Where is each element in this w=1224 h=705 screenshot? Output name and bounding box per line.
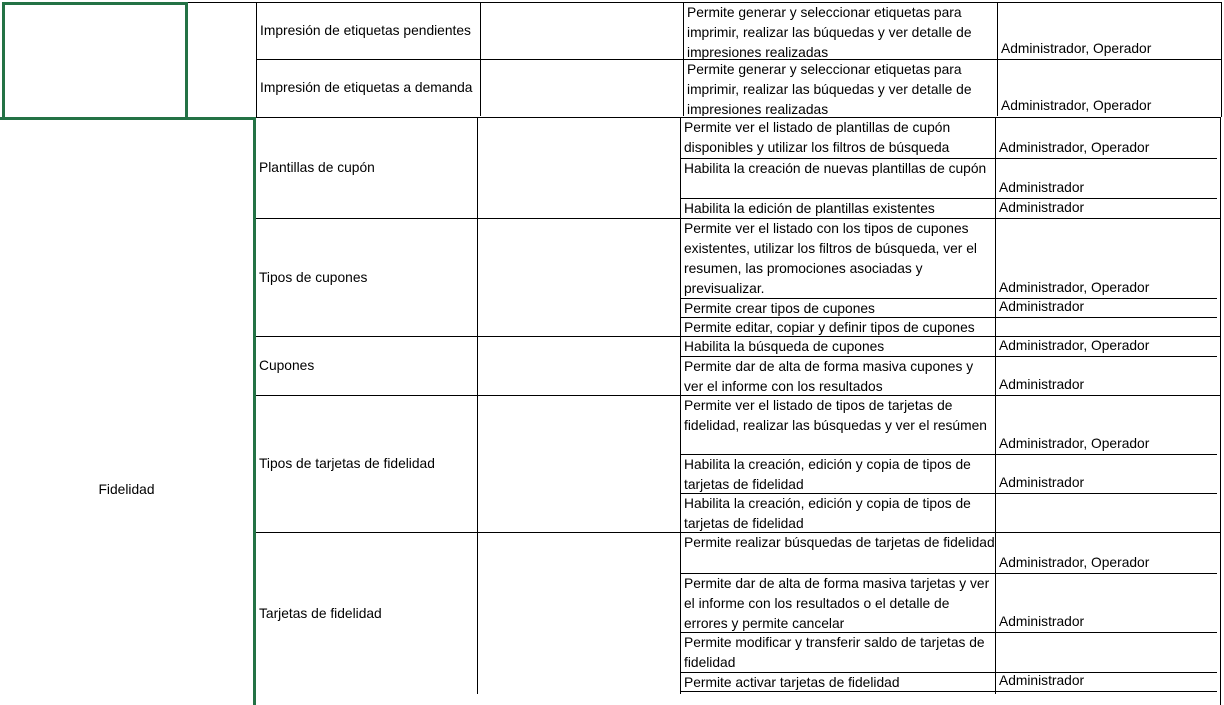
roles-cell: [995, 318, 1217, 336]
feature-cell: [256, 118, 477, 218]
roles-cell: [995, 633, 1217, 672]
feature-cell-text: Impresión de etiquetas a demanda: [260, 80, 473, 95]
table-row: [681, 454, 1217, 493]
description-cell: [681, 159, 995, 198]
description-cell: [681, 692, 995, 694]
roles-cell-text: Administrador, Operador: [999, 555, 1150, 570]
feature-cell: [256, 219, 477, 336]
description-cell: [681, 574, 995, 632]
description-cell: [681, 199, 995, 218]
table-row: [681, 118, 1217, 158]
table-row: [681, 298, 1217, 317]
permission-rows: [680, 219, 1217, 336]
roles-cell-text: Administrador: [999, 377, 1085, 392]
roles-cell-text: Administrador, Operador: [999, 280, 1150, 295]
description-cell-text: Permite generar y seleccionar etiquetas para imprimir, realizar las búquedas y ver detalle de impresiones realizadas: [687, 62, 972, 116]
table-row: [681, 396, 1217, 454]
roles-cell: [995, 199, 1217, 218]
feature-cell: [256, 533, 477, 694]
fidelidad-section: [0, 117, 1224, 705]
table-row: [681, 158, 1217, 198]
feature-cell-text: Tarjetas de fidelidad: [259, 605, 382, 621]
feature-cell-text: Impresión de etiquetas pendientes: [260, 23, 471, 38]
roles-cell: [995, 219, 1217, 298]
empty-cell: [477, 219, 680, 336]
feature-cell-text: Cupones: [259, 358, 315, 373]
description-cell-text: Permite dar de alta de forma masiva cupones y ver el informe con los resultados: [684, 359, 974, 394]
feature-cell-text: Tipos de tarjetas de fidelidad: [259, 456, 435, 471]
roles-cell: [995, 299, 1217, 317]
description-cell: [681, 455, 995, 493]
table-row: [681, 632, 1217, 672]
description-cell: [681, 299, 995, 317]
description-cell-text: Permite modificar y transferir saldo de tarjetas de fidelidad: [684, 635, 985, 670]
description-cell-text: Permite activar tarjetas de fidelidad: [684, 675, 900, 690]
roles-cell-text: Administrador, Operador: [999, 338, 1150, 353]
empty-cell: [477, 533, 680, 694]
previous-category-section: [0, 0, 1224, 117]
description-cell: [681, 533, 995, 573]
table-row: [257, 3, 1221, 59]
roles-cell-text: Administrador, Operador: [999, 140, 1150, 155]
empty-cell: [477, 337, 680, 395]
roles-cell: [995, 494, 1217, 532]
feature-cell: [257, 3, 480, 59]
roles-cell-text: Administrador: [999, 200, 1085, 215]
description-cell-text: Permite dar de alta de forma masiva tarjetas y ver el informe con los resultados o el detalle de errores y permite cancelar: [684, 576, 990, 631]
description-cell-text: Habilita la creación de nuevas plantillas de cupón: [684, 161, 987, 176]
description-cell-text: Permite generar y seleccionar etiquetas para imprimir, realizar las búquedas y ver detalle de impresiones realizadas: [687, 5, 972, 59]
description-cell-text: Permite crear tipos de cupones: [684, 301, 875, 316]
description-cell-text: Permite ver el listado de tipos de tarjetas de fidelidad, realizar las búsquedas y ver el resúmen: [684, 398, 987, 433]
permission-rows: [680, 118, 1217, 218]
roles-cell-text: Administrador: [999, 673, 1085, 688]
category-cell-fidelidad: [0, 117, 256, 705]
description-cell-text: Habilita la creación, edición y copia de tipos de tarjetas de fidelidad: [684, 457, 971, 492]
description-cell: [681, 633, 995, 672]
table-row: [681, 356, 1217, 395]
description-cell-text: Permite ver el listado con los tipos de cupones existentes, utilizar los filtros de búsqueda, ver el resumen, las promociones asociadas y previsualizar.: [684, 221, 977, 296]
empty-cell: [477, 118, 680, 218]
table-row: [681, 317, 1217, 336]
feature-group: [256, 336, 1220, 395]
empty-cell: [480, 3, 683, 59]
roles-cell-text: Administrador: [999, 475, 1085, 490]
roles-cell: [995, 357, 1217, 395]
description-cell-text: Habilita la edición de plantillas existentes: [684, 201, 935, 216]
roles-cell: [995, 673, 1217, 691]
roles-cell: [995, 396, 1217, 454]
description-cell-text: Permite editar, copiar y definir tipos de cupones: [684, 320, 975, 335]
description-cell: [683, 60, 997, 116]
feature-cell: [257, 60, 480, 116]
description-cell: [681, 318, 995, 336]
table-row: [681, 337, 1217, 356]
permission-rows: [680, 533, 1217, 694]
description-cell-text: Permite realizar búsquedas de tarjetas de fidelidad: [684, 535, 995, 550]
roles-cell-text: Administrador: [999, 299, 1085, 314]
permission-rows: [680, 396, 1217, 532]
table-row: [257, 59, 1221, 116]
roles-cell: [995, 533, 1217, 573]
feature-group: [256, 118, 1220, 218]
description-cell: [681, 396, 995, 454]
previous-category-cell: [2, 2, 188, 117]
description-cell: [681, 219, 995, 298]
description-cell: [681, 337, 995, 356]
previous-category-rows: [256, 2, 1222, 117]
table-row: [681, 198, 1217, 218]
description-cell: [681, 494, 995, 532]
description-cell: [681, 118, 995, 158]
roles-cell: [995, 455, 1217, 493]
description-cell: [683, 3, 997, 59]
feature-cell-text: Plantillas de cupón: [259, 160, 375, 175]
empty-cell: [477, 396, 680, 532]
table-row: [681, 219, 1217, 298]
description-cell: [681, 357, 995, 395]
table-row: [681, 533, 1217, 573]
category-label-fidelidad: Fidelidad: [98, 482, 155, 497]
feature-cell: [256, 396, 477, 532]
feature-group: [256, 218, 1220, 336]
feature-group: [256, 395, 1220, 532]
roles-cell-text: Administrador, Operador: [1001, 98, 1152, 113]
table-row: [681, 573, 1217, 632]
roles-cell: [995, 159, 1217, 198]
feature-cell: [256, 337, 477, 395]
roles-cell: [997, 60, 1220, 116]
spacer-cell: [188, 2, 256, 117]
roles-cell-text: Administrador, Operador: [1001, 41, 1152, 56]
table-row: [681, 691, 1217, 694]
fidelidad-groups: [256, 117, 1221, 705]
table-row: [681, 672, 1217, 691]
roles-cell-text: Administrador: [999, 180, 1085, 195]
roles-cell-text: Administrador: [999, 614, 1085, 629]
empty-cell: [480, 60, 683, 116]
roles-cell: [995, 574, 1217, 632]
roles-cell: [997, 3, 1220, 59]
description-cell-text: Habilita la creación, edición y copia de tipos de tarjetas de fidelidad: [684, 496, 971, 531]
feature-cell-text: Tipos de cupones: [259, 269, 368, 285]
table-row: [681, 493, 1217, 532]
roles-cell-text: Administrador, Operador: [999, 436, 1150, 451]
roles-cell: [995, 692, 1217, 694]
roles-cell: [995, 337, 1217, 356]
feature-group: [256, 532, 1220, 694]
description-cell-text: Habilita la búsqueda de cupones: [684, 339, 885, 354]
description-cell: [681, 673, 995, 691]
permission-rows: [680, 337, 1217, 395]
roles-cell: [995, 118, 1217, 158]
description-cell-text: Permite ver el listado de plantillas de cupón disponibles y utilizar los filtros de búsqueda: [684, 120, 951, 155]
